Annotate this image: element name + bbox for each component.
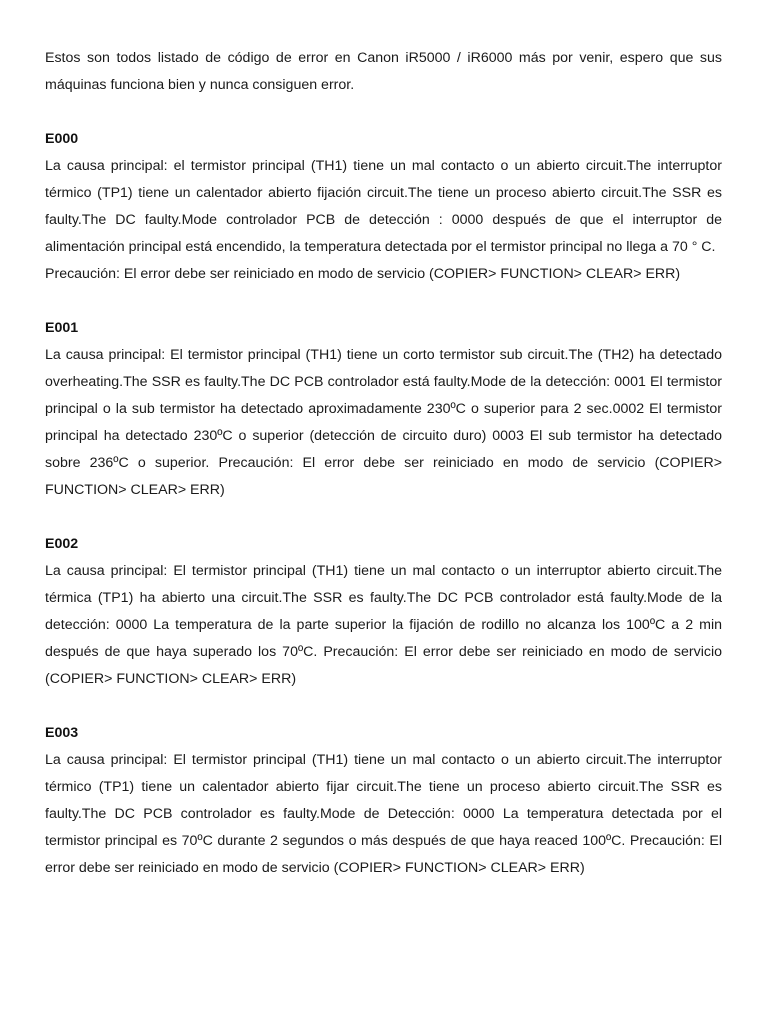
error-code-heading: E002 <box>45 536 79 552</box>
error-section-e003 <box>45 720 722 882</box>
intro-paragraph: Estos son todos listado de código de error en Canon iR5000 / iR6000 más por venir, espero que sus máquinas funciona bien y nunca consiguen error. <box>45 50 722 93</box>
error-description: La causa principal: el termistor principal (TH1) tiene un mal contacto o un abierto circuit.The interruptor térmico (TP1) tiene un calentador abierto fijación circuit.The tiene un proceso abierto circuit.The SSR es faulty.The DC faulty.Mode controlador PCB de detección : 0000 después de que el interruptor de alimentación principal está encendido, la temperatura detectada por el termistor principal no llega a 70 ° C. <box>45 158 722 255</box>
error-section-e002 <box>45 531 722 693</box>
error-section-e000 <box>45 126 722 288</box>
error-precaution: Precaución: El error debe ser reiniciado en modo de servicio (COPIER> FUNCTION> CLEAR> ERR) <box>45 266 681 282</box>
error-description: La causa principal: El termistor principal (TH1) tiene un corto termistor sub circuit.The (TH2) ha detectado overheating.The SSR es faulty.The DC PCB controlador está faulty.Mode de la detección: 0001 El termistor principal o la sub termistor ha detectado aproximadamente 230ºC o superior para 2 sec.0002 El termistor principal ha detectado 230ºC o superior (detección de circuito duro) 0003 El sub termistor ha detectado sobre 236ºC o superior. Precaución: El error debe ser reiniciado en modo de servicio (COPIER> FUNCTION> CLEAR> ERR) <box>45 347 722 498</box>
error-code-heading: E001 <box>45 320 79 336</box>
error-description: La causa principal: El termistor principal (TH1) tiene un mal contacto o un interruptor abierto circuit.The térmica (TP1) ha abierto una circuit.The SSR es faulty.The DC PCB controlador está faulty.Mode de la detección: 0000 La temperatura de la parte superior la fijación de rodillo no alcanza los 100ºC a 2 min después de que haya superado los 70ºC. Precaución: El error debe ser reiniciado en modo de servicio (COPIER> FUNCTION> CLEAR> ERR) <box>45 563 722 687</box>
error-code-heading: E003 <box>45 725 79 741</box>
error-section-e001 <box>45 315 722 504</box>
error-description: La causa principal: El termistor principal (TH1) tiene un mal contacto o un abierto circuit.The interruptor térmico (TP1) tiene un calentador abierto fijar circuit.The tiene un proceso abierto circuit.The SSR es faulty.The DC PCB controlador es faulty.Mode de Detección: 0000 La temperatura detectada por el termistor principal es 70ºC durante 2 segundos o más después de que haya reaced 100ºC. Precaución: El error debe ser reiniciado en modo de servicio (COPIER> FUNCTION> CLEAR> ERR) <box>45 752 722 876</box>
error-code-heading: E000 <box>45 131 79 147</box>
